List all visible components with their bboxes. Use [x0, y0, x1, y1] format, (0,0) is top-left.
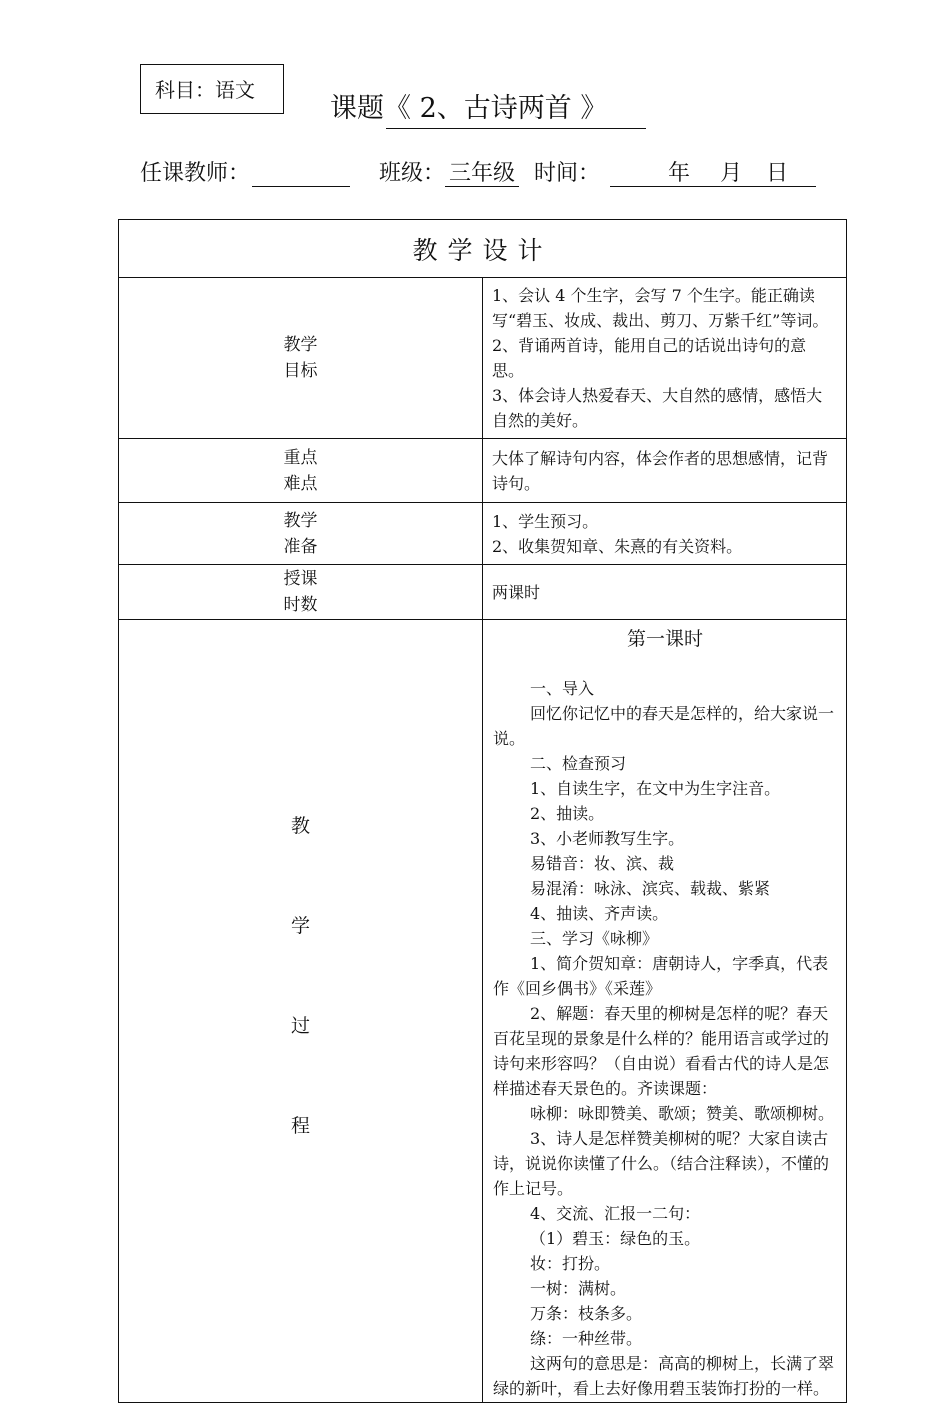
process-line: 1、简介贺知章：唐朝诗人，字季真，代表作《回乡偶书》《采莲》	[493, 954, 829, 998]
content-line: 3、体会诗人热爱春天、大自然的感情，感悟大自然的美好。	[492, 386, 823, 430]
process-line: 万条：枝条多。	[530, 1304, 643, 1323]
process-line: 一树：满树。	[530, 1279, 627, 1298]
row-label-goals	[119, 278, 483, 439]
label-line: 教学	[283, 510, 318, 531]
process-body	[484, 621, 845, 1401]
process-line: 4、抽读、齐声读。	[530, 904, 669, 923]
process-line: 一、导入	[530, 679, 595, 698]
label-char: 教	[290, 815, 310, 837]
year-label: 年	[668, 161, 691, 186]
label-char: 学	[290, 915, 310, 937]
time-label: 时间：	[534, 161, 601, 186]
table-heading: 教学设计	[119, 220, 847, 278]
row-content-prep	[483, 503, 847, 565]
process-line: 1、自读生字，在文中为生字注音。	[530, 779, 781, 798]
process-line: 3、诗人是怎样赞美柳树的呢？大家自读古诗，说说你读懂了什么。（结合注释读），不懂的作上记号。	[493, 1129, 830, 1198]
date-field[interactable]	[610, 156, 816, 187]
process-line: 三、学习《咏柳》	[530, 929, 659, 948]
content-line: 2、背诵两首诗，能用自己的话说出诗句的意思。	[492, 336, 807, 380]
process-line: 4、交流、汇报一二句：	[530, 1204, 701, 1223]
day-label: 日	[766, 161, 789, 186]
process-line: 这两句的意思是：高高的柳树上，长满了翠绿的新叶，看上去好像用碧玉装饰打扮的一样。	[493, 1354, 835, 1398]
process-line: 妆：打扮。	[530, 1254, 611, 1273]
process-line: 二、检查预习	[530, 754, 627, 773]
row-label-hours	[119, 565, 483, 620]
teacher-label: 任课教师：	[140, 161, 251, 186]
label-line: 准备	[283, 536, 318, 557]
lesson-plan-table	[118, 219, 847, 1403]
class-label: 班级：	[379, 161, 446, 186]
label-line: 授课	[283, 569, 318, 589]
month-label: 月	[720, 161, 743, 186]
class-value: 三年级	[445, 156, 519, 187]
content-line: 2、收集贺知章、朱熹的有关资料。	[492, 536, 743, 556]
label-line: 难点	[283, 473, 318, 494]
subject-box	[140, 64, 284, 114]
content-line: 大体了解诗句内容，体会作者的思想感情，记背诗句。	[492, 448, 829, 493]
lesson-title	[330, 86, 607, 125]
row-content-hours	[483, 565, 847, 620]
process-line: 易混淆：咏泳、滨宾、载裁、紫紧	[530, 879, 771, 898]
label-char: 程	[290, 1115, 310, 1137]
lesson-title-text: 课题《 2、古诗两首 》	[330, 93, 608, 124]
title-underline	[386, 128, 646, 129]
subject-label: 科目：语文	[155, 78, 255, 102]
process-line: 回忆你记忆中的春天是怎样的，给大家说一说。	[493, 704, 835, 748]
row-label-keypoints	[119, 439, 483, 503]
process-line: （1）碧玉：绿色的玉。	[530, 1229, 701, 1248]
process-title: 第一课时	[626, 628, 703, 650]
label-line: 教学	[283, 335, 318, 355]
label-char: 过	[290, 1015, 310, 1037]
process-line: 绦：一种丝带。	[530, 1329, 643, 1348]
teacher-blank[interactable]	[252, 156, 350, 187]
row-content-keypoints	[483, 439, 847, 503]
label-line: 重点	[283, 447, 318, 468]
info-line	[140, 156, 816, 187]
process-label	[120, 813, 481, 1209]
content-line: 1、会认 4 个生字，会写 7 个生字。能正确读写“碧玉、妆成、裁出、剪刀、万紫千红”等词。	[492, 286, 829, 330]
content-line: 两课时	[492, 582, 541, 602]
row-content-process	[483, 620, 847, 1403]
process-line: 易错音：妆、滨、裁	[530, 854, 675, 873]
label-line: 时数	[283, 595, 318, 615]
label-line: 目标	[283, 361, 318, 381]
process-line: 2、解题：春天里的柳树是怎样的呢？春天百花呈现的景象是什么样的？能用语言或学过的诗句来形容吗？（自由说）看看古代的诗人是怎样描述春天景色的。齐读课题：	[493, 1004, 830, 1098]
process-line: 2、抽读。	[530, 804, 605, 823]
process-line: 咏柳：咏即赞美、歌颂；赞美、歌颂柳树。	[530, 1104, 835, 1123]
process-line: 3、小老师教写生字。	[530, 829, 685, 848]
content-line: 1、学生预习。	[492, 511, 599, 531]
row-content-goals	[483, 278, 847, 439]
row-label-process	[119, 620, 483, 1403]
row-label-prep	[119, 503, 483, 565]
